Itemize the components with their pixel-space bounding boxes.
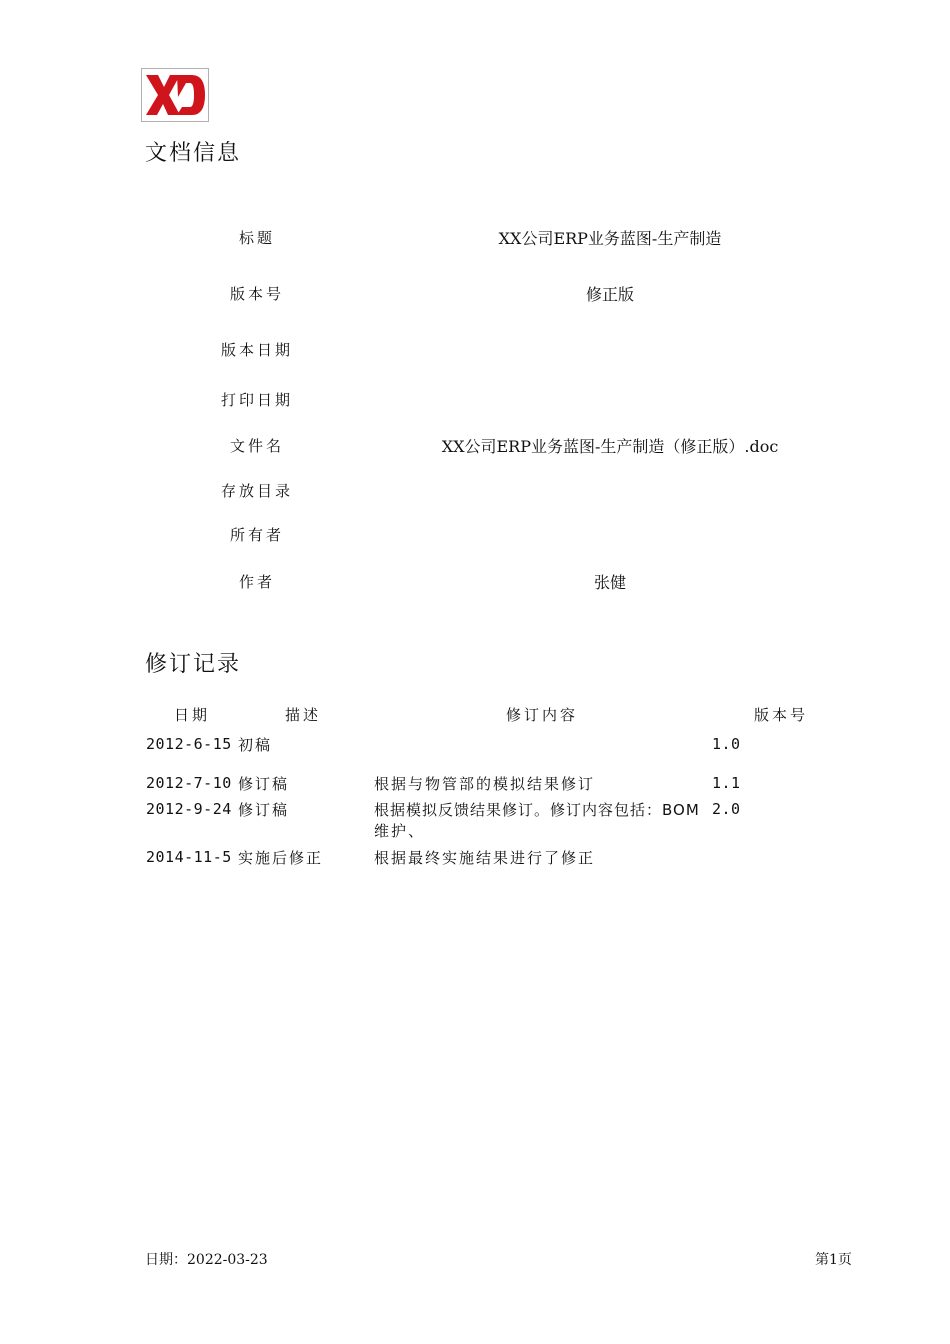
rev-col-version: 版本号 [754,706,809,724]
rev-row-desc: 初稿 [238,736,273,754]
rev-col-date: 日期 [174,706,211,724]
info-value-title: XX公司ERP业务蓝图-生产制造 [498,229,722,248]
rev-row-content: 根据最终实施结果进行了修正 [374,849,596,867]
rev-row-date: 2012-7-10 [146,774,232,792]
info-label-author: 作者 [238,573,275,591]
rev-row-content: 根据与物管部的模拟结果修订 [374,775,596,793]
rev-row-version: 1.0 [712,735,741,753]
info-label-version-date: 版本日期 [220,341,293,359]
rev-col-desc: 描述 [285,706,322,724]
rev-row-date: 2012-9-24 [146,800,232,818]
rev-row-version: 1.1 [712,774,741,792]
footer-page-number: 第1页 [815,1252,852,1268]
info-label-directory: 存放目录 [220,482,293,500]
rev-row-desc: 实施后修正 [238,849,324,867]
info-value-author: 张健 [593,573,626,592]
footer-date: 日期：2022-03-23 [145,1252,268,1268]
rev-row-desc: 修订稿 [238,775,290,793]
info-label-print-date: 打印日期 [220,391,293,409]
rev-col-content: 修订内容 [506,706,579,724]
rev-row-date: 2014-11-5 [146,848,232,866]
rev-row-content: 根据模拟反馈结果修订。修订内容包括：BOM [374,801,700,819]
rev-row-date: 2012-6-15 [146,735,232,753]
info-label-version: 版本号 [229,285,284,303]
info-label-filename: 文件名 [229,437,284,455]
info-value-filename: XX公司ERP业务蓝图-生产制造（修正版）.doc [441,437,779,456]
info-value-version: 修正版 [585,285,634,304]
revision-heading: 修订记录 [145,652,242,677]
info-label-owner: 所有者 [229,526,284,544]
rev-row-version: 2.0 [712,800,741,818]
info-label-title: 标题 [238,229,275,247]
doc-info-heading: 文档信息 [145,141,242,166]
company-logo [141,68,209,122]
rev-row-content-cont: 维护、 [374,822,426,840]
rev-row-desc: 修订稿 [238,801,290,819]
